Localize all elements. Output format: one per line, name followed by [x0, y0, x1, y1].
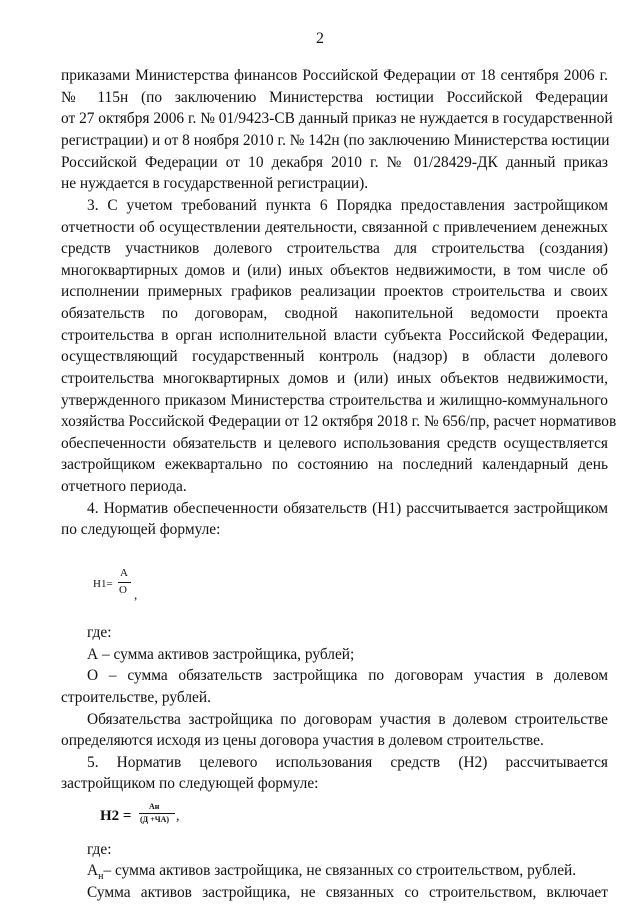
text-line: многоквартирных домов и (или) иных объектов недвижимости, в том числе об — [61, 262, 608, 279]
formula-n1-denominator: О — [119, 584, 127, 596]
text-line: Обязательства застройщика по договорам участия в долевом строительстве — [87, 711, 608, 728]
text-line: 4. Норматив обеспеченности обязательств (Н1) рассчитывается застройщиком — [87, 500, 608, 517]
text-line: от 27 октября 2006 г. № 01/9423-СВ данный приказ не нуждается в государственной — [61, 110, 613, 127]
text-line: застройщиком по следующей формуле: — [61, 775, 319, 792]
text-line: № 115н (по заключению Министерства юстиции Российской Федерации — [61, 89, 608, 106]
text-line: строительства многоквартирных домов и (или) иных объектов недвижимости, — [61, 370, 608, 387]
page-number: 2 — [316, 30, 324, 47]
text-line: хозяйства Российской Федерации от 12 октября 2018 г. № 656/пр, расчет нормативов — [61, 413, 617, 430]
formula-n1-tail: , — [134, 587, 138, 602]
text-line: приказами Министерства финансов Российской Федерации от 18 сентября 2006 г. — [61, 67, 608, 84]
text-line: где: — [87, 841, 112, 858]
text-line: где: — [87, 624, 112, 641]
formula-n1-numerator: А — [120, 567, 128, 579]
fraction-bar — [139, 813, 175, 814]
text-line: Сумма активов застройщика, не связанных со строительством, включает — [87, 884, 608, 901]
formula-n1-lhs: Н1= — [93, 578, 113, 590]
formula-n2-denominator: (Д +ЧА) — [140, 815, 170, 824]
text-line: отчетного периода. — [61, 478, 187, 495]
formula-n2-numerator: Ан — [149, 802, 160, 811]
text-line: отчетности об осуществлении деятельности, связанной с привлечением денежных — [61, 219, 608, 236]
text-line: 5. Норматив целевого использования средств (Н2) рассчитывается — [87, 754, 608, 771]
text-line: регистрации) и от 8 ноября 2010 г. № 142н (по заключению Министерства юстиции — [61, 132, 610, 149]
text-line-rest: – сумма активов застройщика, не связанных со строительством, рублей. — [103, 862, 577, 879]
symbol-a-base: А — [87, 862, 99, 879]
text-line: по следующей формуле: — [61, 521, 221, 538]
formula-n2-lhs: Н2 = — [100, 808, 132, 824]
formula-n2-tail: , — [176, 809, 180, 824]
fraction-bar — [118, 582, 131, 583]
text-line: строительства в орган исполнительной власти субъекта Российской Федерации, — [61, 327, 608, 344]
text-line: обязательств по договорам, сводной накопительной ведомости проекта — [61, 305, 608, 322]
text-line: исполнении примерных графиков реализации проектов строительства и своих — [61, 283, 608, 300]
text-line: А – сумма активов застройщика, рублей; — [87, 646, 355, 663]
text-line: средств участников долевого строительства для строительства (создания) — [61, 240, 608, 257]
text-line: осуществляющий государственный контроль (надзор) в области долевого — [61, 348, 608, 365]
text-line: О – сумма обязательств застройщика по договорам участия в долевом — [87, 667, 608, 684]
text-line: строительстве, рублей. — [61, 689, 211, 706]
text-line: не нуждается в государственной регистрации). — [61, 175, 369, 192]
text-line: застройщиком ежеквартально по состоянию на последний календарный день — [61, 456, 608, 473]
symbol-a-subscript: н — [98, 871, 104, 883]
text-line: Российской Федерации от 10 декабря 2010 г. № 01/28429-ДК данный приказ — [61, 154, 608, 171]
text-line: обеспеченности обязательств и целевого использования средств осуществляется — [61, 435, 608, 452]
text-line: 3. С учетом требований пункта 6 Порядка предоставления застройщиком — [87, 197, 608, 214]
text-line: утвержденного приказом Министерства строительства и жилищно-коммунального — [61, 392, 608, 409]
text-line: определяются исходя из цены договора участия в долевом строительстве. — [61, 732, 544, 749]
